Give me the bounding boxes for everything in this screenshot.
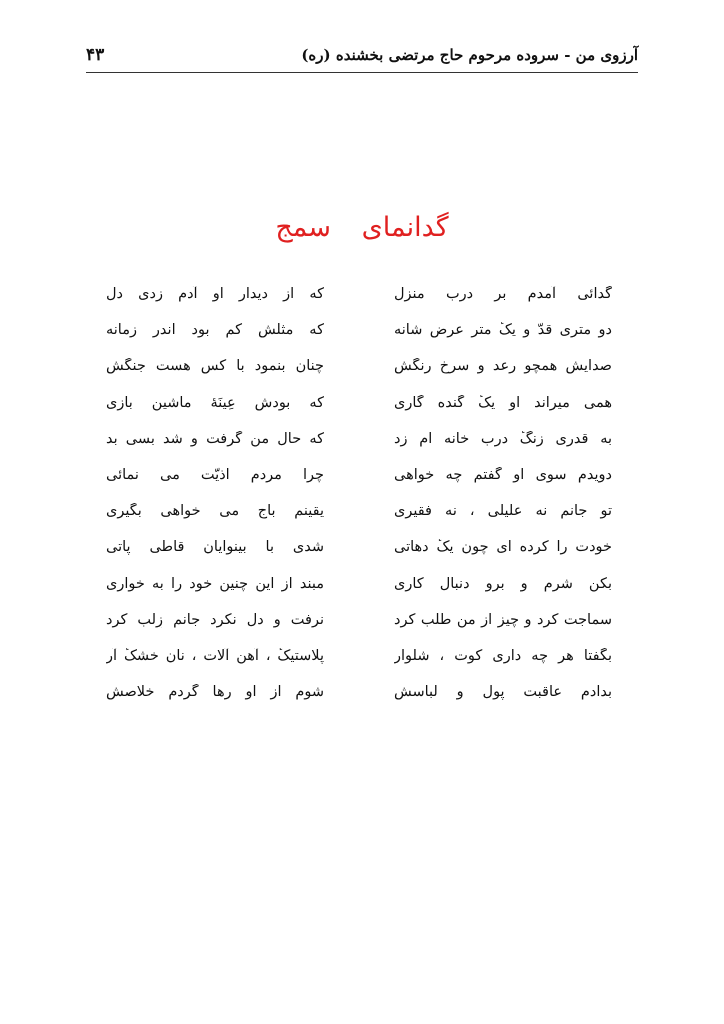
verse-second-hemistich: نرفت و دل نکرد جانم زِلب کرد (106, 611, 324, 628)
verse-second-hemistich: که بودش عِینَهٔ ماشین بازی (106, 394, 324, 411)
verse-second-hemistich: يقينم باج می خواهی بگيری (106, 503, 324, 520)
verse-first-hemistich: تو جانم نه عليلی ، نه فقيری (394, 503, 612, 520)
verse (106, 493, 612, 529)
verse-first-hemistich: دو متری قدّ و یکٔ متر عرض شانه (394, 322, 612, 339)
verse-second-hemistich: چرا مردم اذیّت می نمائی (106, 467, 324, 484)
verse-first-hemistich: بدادم عاقبت پول و لباسش (394, 684, 612, 701)
verse-second-hemistich: مبند از این چنین خود را به خواری (106, 575, 324, 592)
verse-first-hemistich: بکن شرم و برو دنبال کاری (394, 575, 612, 592)
verse-second-hemistich: شدی با بینوایان قاطی پاتی (106, 539, 324, 556)
verse (106, 638, 612, 674)
running-title: آرزوی من - سروده مرحوم حاج مرتضی بخشنده (ره) (301, 46, 638, 64)
verse (106, 276, 612, 312)
verse-second-hemistich: که مثلش کم بود اندر زمانه (106, 322, 324, 339)
verse (106, 529, 612, 565)
page-header (86, 38, 638, 73)
poem-body (106, 276, 612, 710)
verse-first-hemistich: گدائی آمدم بر درب منزل (394, 286, 612, 303)
verse-first-hemistich: دویدم سوی او گفتم چه خواهی (394, 467, 612, 484)
verse-first-hemistich: خودت را کرده ای چون یکٔ دهاتی (394, 539, 612, 556)
verse (106, 674, 612, 710)
verse (106, 421, 612, 457)
page-number: ۴۳ (86, 45, 105, 65)
verse (106, 385, 612, 421)
verse-second-hemistich: چنان بنمود با کس هست جنگش (106, 358, 324, 375)
verse-second-hemistich: که حال من گرفت و شد بسی بد (106, 430, 324, 447)
verse (106, 312, 612, 348)
verse-first-hemistich: همی میراند او یکٔ گنده گاری (394, 394, 612, 411)
verse (106, 348, 612, 384)
verse (106, 457, 612, 493)
verse-second-hemistich: شوم از او رها گردم خلاصش (106, 684, 324, 701)
verse-first-hemistich: سماجت کرد و چیز از من طلب کرد (394, 611, 612, 628)
verse (106, 566, 612, 602)
verse (106, 602, 612, 638)
poem-title: گدانمای سمج (275, 212, 449, 243)
verse-first-hemistich: به قدری زنگٔ درب خانه ام زد (394, 430, 612, 447)
verse-first-hemistich: صدایش همچو رعد و سرخ رنگش (394, 358, 612, 375)
verse-second-hemistich: که از دیدار او آدم زدی دل (106, 286, 324, 303)
verse-second-hemistich: پلاستیکٔ ، آهن آلات ، نان خشکٔ آر (106, 647, 324, 664)
verse-first-hemistich: بگفتا هر چه داری کوت ، شلوار (394, 647, 612, 664)
